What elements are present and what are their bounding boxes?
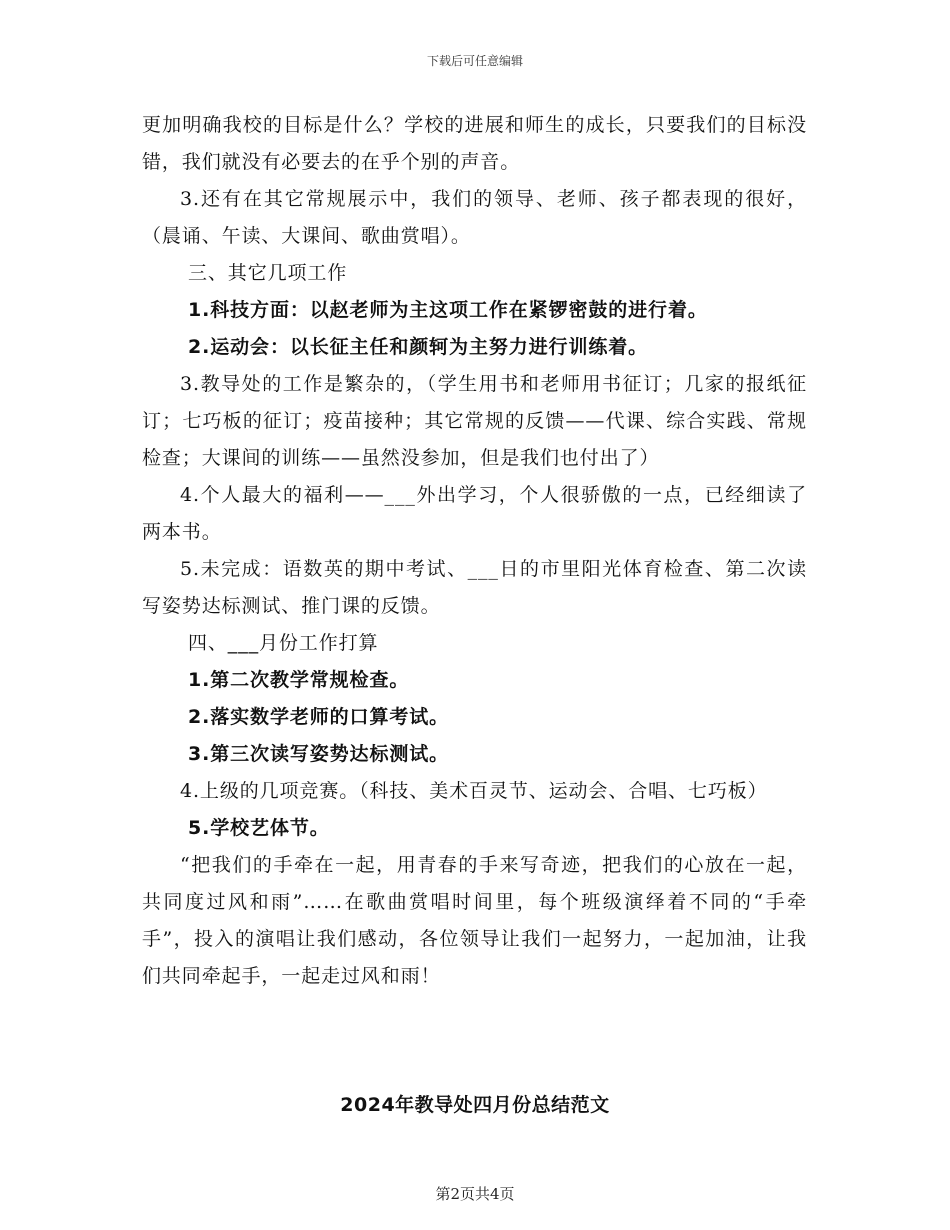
paragraph-routine-display: 3.还有在其它常规展示中，我们的领导、老师、孩子都表现的很好，（晨诵、午读、大课间、歌曲赏唱）。 <box>142 188 807 247</box>
next-document-title: 2024年教导处四月份总结范文 <box>340 1094 610 1116</box>
plan-item-4: 4.上级的几项竞赛。（科技、美术百灵节、运动会、合唱、七巧板） <box>180 780 768 802</box>
document-body <box>142 107 807 995</box>
paragraph-goal: 更加明确我校的目标是什么？学校的进展和师生的成长，只要我们的目标没错，我们就没有必要去的在乎个别的声音。 <box>142 114 807 173</box>
item-unfinished: 5.未完成：语数英的期中考试、___日的市里阳光体育检查、第二次读写姿势达标测试、推门课的反馈。 <box>142 558 807 617</box>
section-heading-other-work: 三、其它几项工作 <box>188 262 348 284</box>
page-header: 下载后可任意编辑 <box>426 54 523 68</box>
item-office-work: 3.教导处的工作是繁杂的，（学生用书和老师用书征订；几家的报纸征订；七巧板的征订；疫苗接种；其它常规的反馈——代课、综合实践、常规检查；大课间的训练——虽然没参加，但是我们也付出了） <box>142 373 807 469</box>
plan-item-5: 5.学校艺体节。 <box>188 817 330 839</box>
plan-item-2: 2.落实数学老师的口算考试。 <box>188 706 450 728</box>
item-science: 1.科技方面：以赵老师为主这项工作在紧锣密鼓的进行着。 <box>188 299 708 321</box>
item-personal-benefit: 4.个人最大的福利——___外出学习，个人很骄傲的一点，已经细读了两本书。 <box>142 484 807 543</box>
plan-item-3: 3.第三次读写姿势达标测试。 <box>188 743 450 765</box>
section-heading-work-plan: 四、___月份工作打算 <box>188 632 379 654</box>
paragraph-closing: “把我们的手牵在一起，用青春的手来写奇迹，把我们的心放在一起，共同度过风和雨”……在歌曲赏唱时间里，每个班级演绎着不同的“手牵手”，投入的演唱让我们感动，各位领导让我们一起努力，一起加油，让我们共同牵起手，一起走过风和雨！ <box>142 854 807 987</box>
page-footer: 第2页共4页 <box>435 1185 515 1203</box>
plan-item-1: 1.第二次教学常规检查。 <box>188 669 410 691</box>
item-sports-meet: 2.运动会：以长征主任和颜轲为主努力进行训练着。 <box>188 336 649 358</box>
